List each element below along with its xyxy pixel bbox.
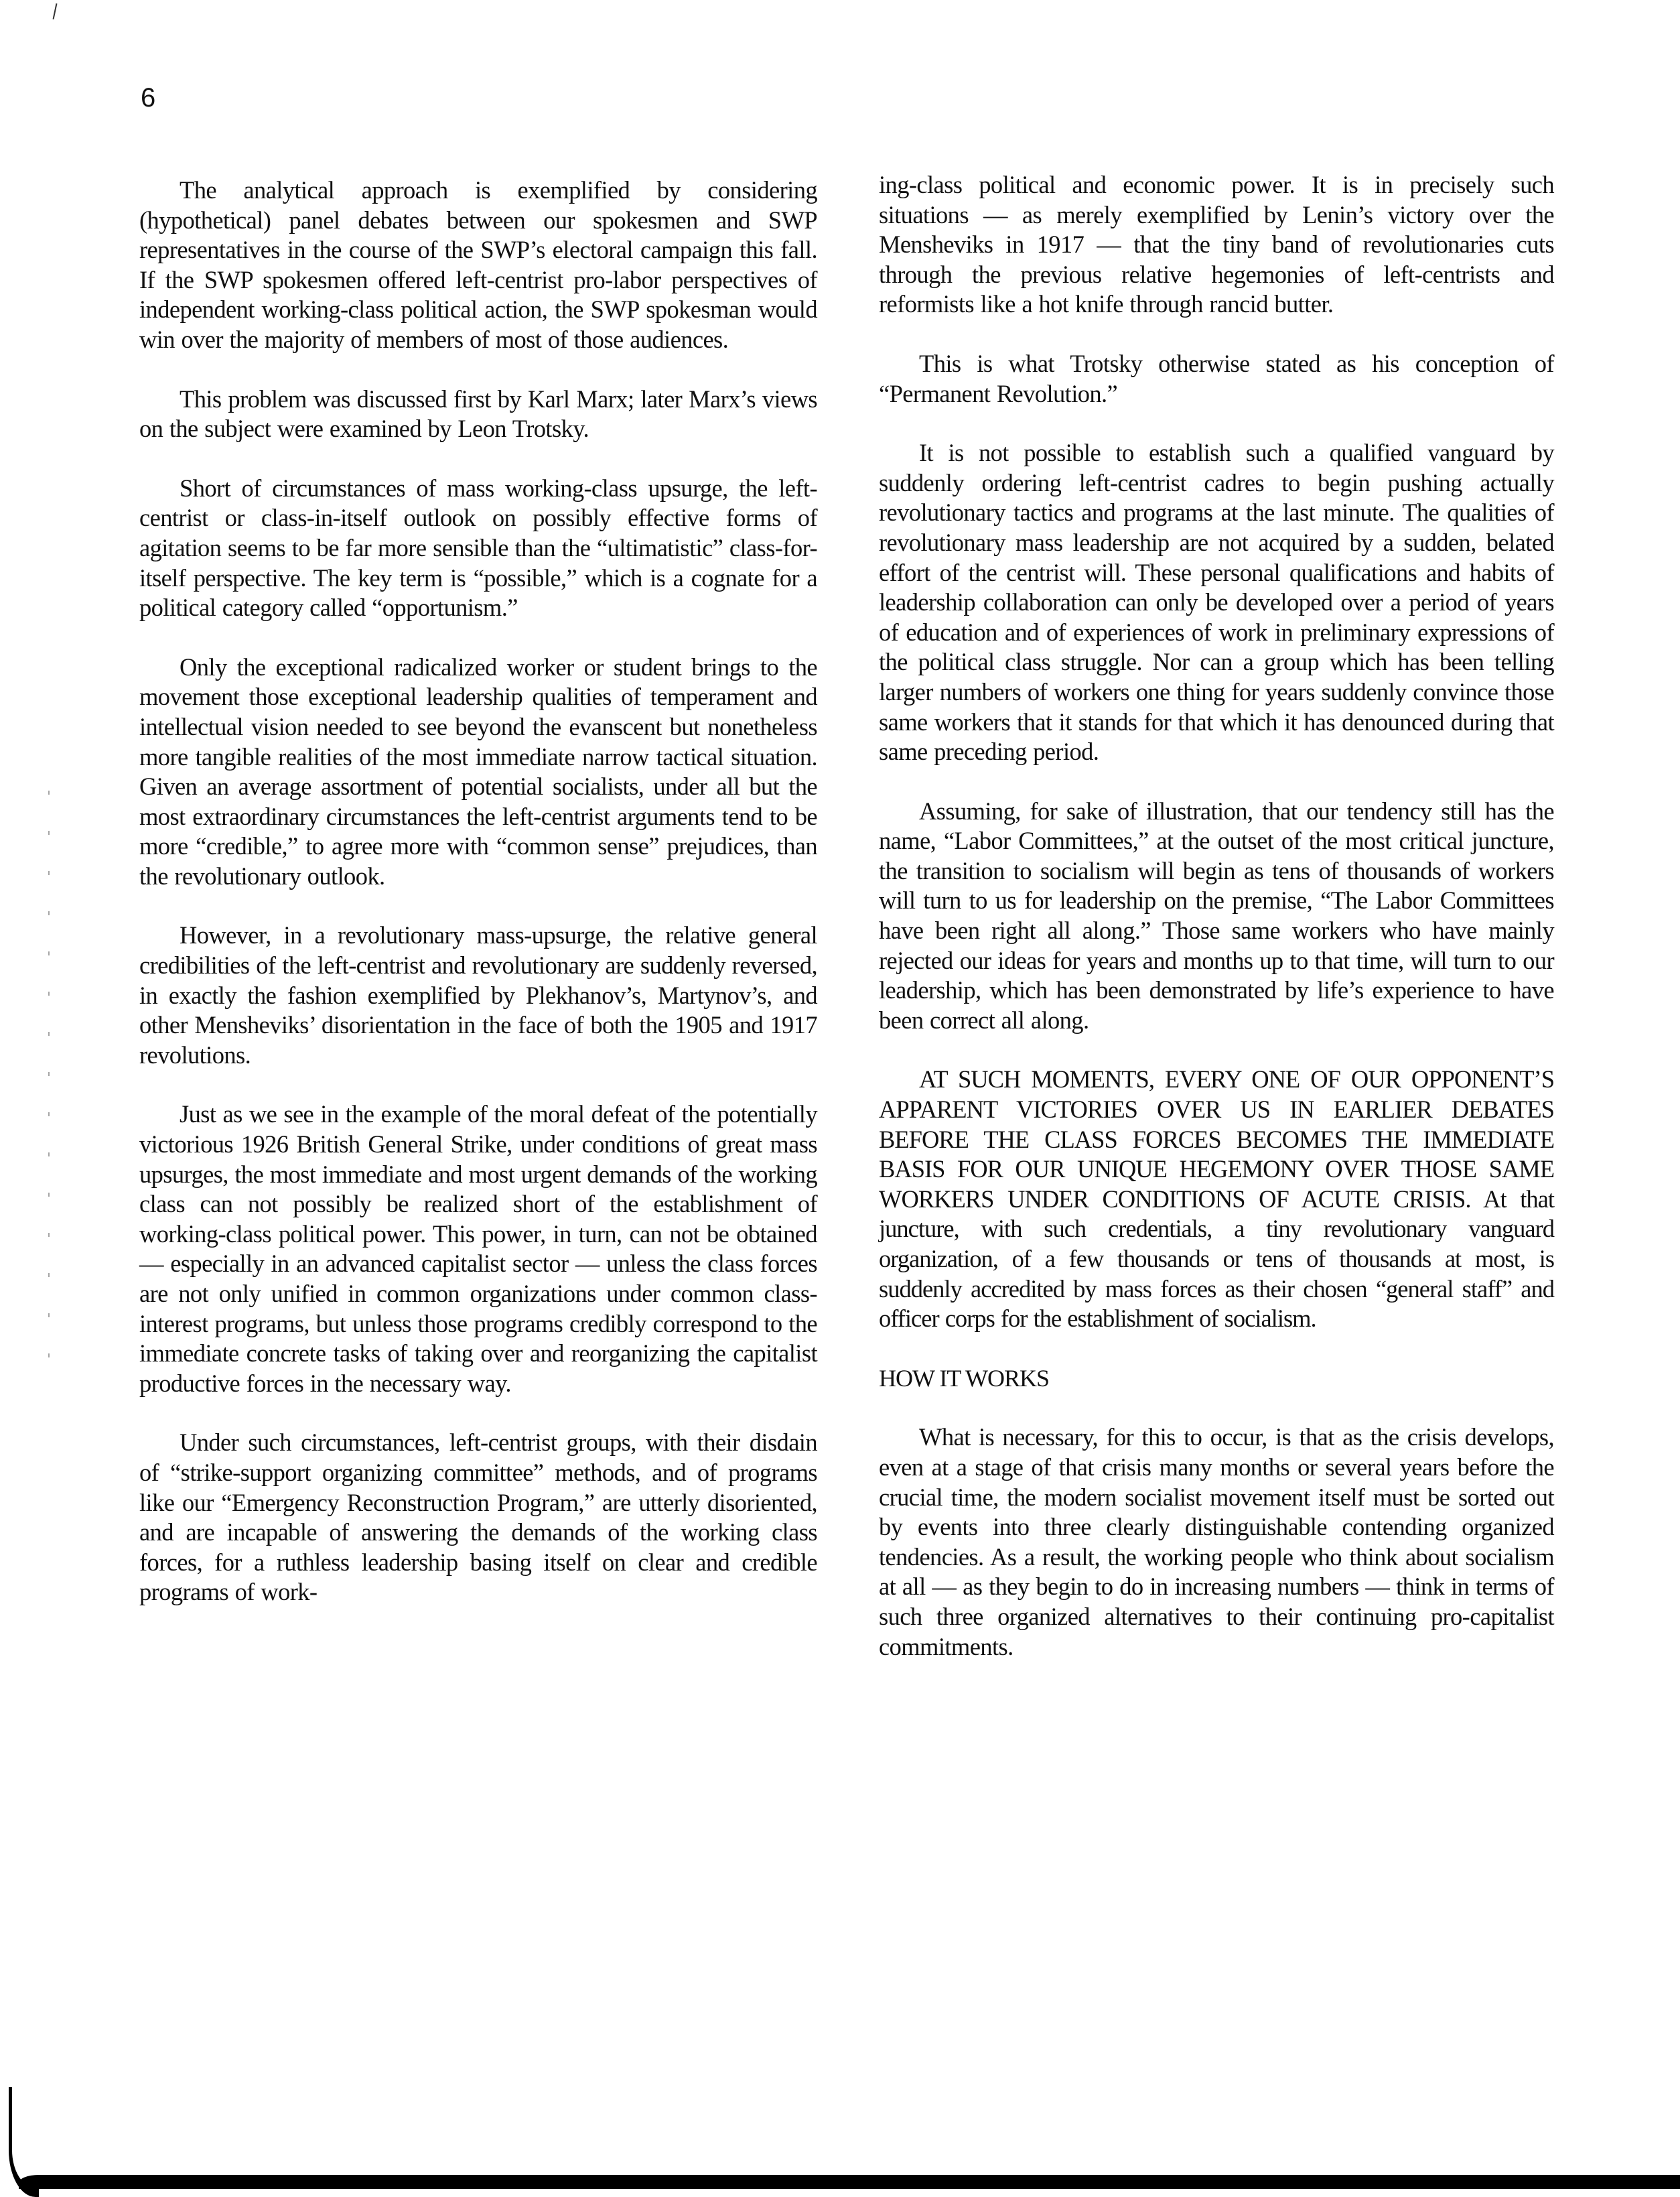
paragraph-left-centrist-groups: Under such circumstances, left-centrist groups, with their disdain of “strike-support organizing committee” methods, and of programs like our “Emergency Reconstruction Program,” are utterly disoriented, and are incapable of answering the demands of the working class forces, for a ruthless leadership basing itself on clear and credible programs of work- xyxy=(139,1428,817,1606)
right-column xyxy=(879,170,1554,1691)
paragraph-exceptional-worker: Only the exceptional radicalized worker or student brings to the movement those exceptional leadership qualities of temperament and intellectual vision needed to see beyond the evanscent but nonetheless more tangible realities of the most immediate narrow tactical situation. Given an average assortment of potential socialists, under all but the most extraordinary circumstances the left-centrist arguments tend to be more “credible,” to agree more with “common sense” prejudices, than the revolutionary outlook. xyxy=(139,653,817,890)
paragraph-labor-committees: Assuming, for sake of illustration, that our tendency still has the name, “Labor Committees,” at the outset of the most critical juncture, the transition to socialism will begin as tens of thousands of workers will turn to us for leadership on the premise, “The Labor Committees have been right all along.” Those same workers who have mainly rejected our ideas for years and months up to that time, will turn to our leadership, which has been demonstrated by life’s experience to have been correct all along. xyxy=(879,797,1554,1034)
page-bottom-edge xyxy=(19,2175,1680,2189)
paragraph-continuation: ing-class political and economic power. It is in precisely such situations — as merely exemplified by Lenin’s victory over the Mensheviks in 1917 — that the tiny band of revolutionaries cuts through the previous relative hegemonies of left-centrists and reformists like a hot knife through rancid butter. xyxy=(879,171,1554,318)
paragraph-permanent-revolution: This is what Trotsky otherwise stated as his conception of “Permanent Revolution.” xyxy=(879,349,1554,407)
paragraph-what-is-necessary: What is necessary, for this to occur, is that as the crisis develops, even at a stage of that crisis many months or several years before the crucial time, the modern socialist movement itself must be sorted out by events into three clearly distinguishable contending organized tendencies. As a result, the working people who think about socialism at all — as they begin to do in increasing numbers — think in terms of such three organized alternatives to their continuing pro-capitalist commitments. xyxy=(879,1423,1554,1660)
section-heading-how-it-works: HOW IT WORKS xyxy=(879,1364,1050,1392)
paragraph-qualified-vanguard: It is not possible to establish such a qualified vanguard by suddenly ordering left-centrist cadres to begin pushing actually revolutionary tactics and programs at the last minute. The qualities of revolutionary mass leadership are not acquired by a sudden, belated effort of the centrist will. These personal qualifications and habits of leadership collaboration can only be developed over a period of years of education and of experiences of work in preliminary expressions of the political class struggle. Nor can a group which has been telling larger numbers of workers one thing for years suddenly convince those same workers that it stands for that which it has denounced during that same preceding period. xyxy=(879,439,1554,766)
paragraph-british-general-strike: Just as we see in the example of the moral defeat of the potentially victorious 1926 British General Strike, under conditions of great mass upsurges, the most immediate and most urgent demands of the working class can not possibly be realized short of the establishment of working-class political power. This power, in turn, can not be obtained — especially in an advanced capitalist sector — unless the class forces are not only unified in common organizations under common class-interest programs, but unless those programs credibly correspond to the immediate concrete tasks of taking over and reorganizing the capitalist productive forces in the necessary way. xyxy=(139,1100,817,1397)
paragraph-short-of-circumstances: Short of circumstances of mass working-class upsurge, the left-centrist or class-in-itself outlook on possibly effective forms of agitation seems to be far more sensible than the “ultimatistic” class-for-itself perspective. The key term is “possible,” which is a cognate for a political category called “opportunism.” xyxy=(139,474,817,622)
scan-artifact-mark xyxy=(53,3,58,19)
scan-margin-specks xyxy=(48,791,50,1380)
page-number: 6 xyxy=(141,83,156,113)
paragraph-analytical-approach: The analytical approach is exemplified by considering (hypothetical) panel debates between our spokesmen and SWP representatives in the course of the SWP’s electoral campaign this fall. If the SWP spokesmen offered left-centrist pro-labor perspectives of independent working-class political action, the SWP spokesman would win over the majority of members of most of those audiences. xyxy=(139,176,817,353)
left-column xyxy=(139,176,817,1637)
paragraph-revolutionary-upsurge: However, in a revolutionary mass-upsurge, the relative general credibilities of the left-centrist and revolutionary are suddenly reversed, in exactly the fashion exemplified by Plekhanov’s, Martynov’s, and other Mensheviks’ disorientation in the face of both the 1905 and 1917 revolutions. xyxy=(139,921,817,1069)
paragraph-at-such-moments: AT SUCH MOMENTS, EVERY ONE OF OUR OPPONENT’S APPARENT VICTORIES OVER US IN EARLIER DEBATES BEFORE THE CLASS FORCES BECOMES THE IMMEDIATE BASIS FOR OUR UNIQUE HEGEMONY OVER THOSE SAME WORKERS UNDER CONDITIONS OF ACUTE CRISIS. At that juncture, with such credentials, a tiny revolutionary vanguard organization, of a few thousands or tens of thousands at most, is suddenly accredited by mass forces as their chosen “general staff” and officer corps for the establishment of socialism. xyxy=(879,1065,1554,1333)
paragraph-marx-trotsky: This problem was discussed first by Karl Marx; later Marx’s views on the subject were examined by Leon Trotsky. xyxy=(139,385,817,443)
